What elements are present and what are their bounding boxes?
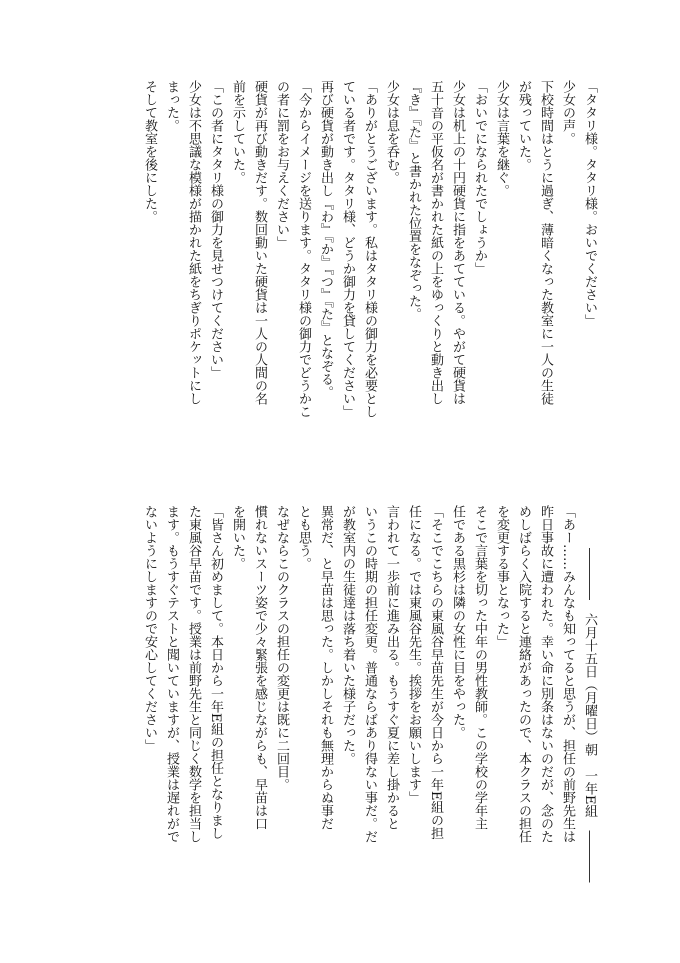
text-line: 慣れないスーツ姿で少々緊張を感じながらも、早苗は口 [252,505,267,830]
text-line: 少女は机上の十円硬貨に指をあてている。やがて硬貨は [450,80,465,405]
text-line: 昨日事故に遭われた。幸い命に別条はないのだが、念のた [538,505,553,843]
text-line: 少女の声。 [560,80,575,145]
upper-text-block [138,80,600,500]
text-line: 『き』『た』と書かれた位置をなぞった。 [406,80,421,321]
text-line: 「あー……みんなも知ってると思うが、担任の前野先生は [560,505,575,843]
text-line: そして教室を後にした。 [142,80,157,223]
text-line: 任である黒杉は隣の女性に目をやった。 [450,505,465,739]
text-line: 五十音の平仮名が書かれた紙の上をゆっくりと動き出し [428,80,443,405]
text-line: が教室内の生徒達は落ち着いた様子だった。 [340,505,355,765]
text-line: 前を示していた。 [230,80,245,184]
text-line: 「ありがとうございます。私はタタリ様の御力を必要とし [362,80,377,418]
text-line: 「この者にタタリ様の御力を見せつけてください」 [208,80,223,379]
text-line: そこで言葉を切った中年の男性教師。この学校の学年主 [472,505,487,830]
lower-text-block [138,505,600,925]
text-line: まった。 [164,80,179,132]
text-line: めしばらく入院すると連絡があったので、本クラスの担任 [516,505,531,843]
text-line: 下校時間はとうに過ぎ、薄暗くなった教室に一人の生徒 [538,80,553,405]
text-line: 任になる。では東風谷先生。挨拶をお願いします」 [406,505,421,804]
text-line: ないようにしますので安心してください」 [142,505,157,752]
text-line: とも思う。 [296,505,311,570]
section-heading: ―――― 六月十五日（月曜日）朝 一年E組 ―――― [582,547,597,883]
text-line: を開いた。 [230,505,245,570]
text-line: 「皆さん初めまして。本日から一年E組の担任となりまし [208,505,223,840]
text-line: 異常だ、と早苗は思った。しかしそれも無理からぬ事だ [318,505,333,830]
text-line: 少女は不思議な模様が描かれた紙をちぎりポケットにし [186,80,201,405]
text-line: た東風谷早苗です。授業は前野先生と同じく数学を担当し [186,505,201,843]
text-line: が残っていた。 [516,80,531,171]
text-line: 「おいでになられたでしょうか」 [472,80,487,275]
text-line: なぜならこのクラスの担任の変更は既に二回目。 [274,505,289,791]
text-line: 「タタリ様。タタリ様。おいでください」 [582,80,597,327]
text-line: 「そこでこちらの東風谷早苗先生が今日から一年E組の担 [428,505,443,840]
text-line: 硬貨が再び動きだす。数回動いた硬貨は一人の人間の名 [252,80,267,405]
text-line: ている者です。タタリ様、どうか御力を貸してください」 [340,80,355,418]
text-line: 言われて一歩前に進み出る。もうすぐ夏に差し掛かると [384,505,399,830]
text-line: 「今からイメージを送ります。タタリ様の御力でどうかこ [296,80,311,418]
text-line: いうこの時期の担任変更。普通ならばあり得ない事だ。だ [362,505,377,843]
text-line: 再び硬貨が動き出し『わ』『か』『つ』『た』となぞる。 [318,80,333,399]
text-line: の者に罰をお与えください」 [274,80,289,249]
text-line: ます。もうすぐテストと聞いていますが、授業は遅れがで [164,505,179,843]
text-line: を変更する事となった」 [494,505,509,648]
text-line: 少女は息を呑む。 [384,80,399,184]
text-line: 少女は言葉を継ぐ。 [494,80,509,197]
